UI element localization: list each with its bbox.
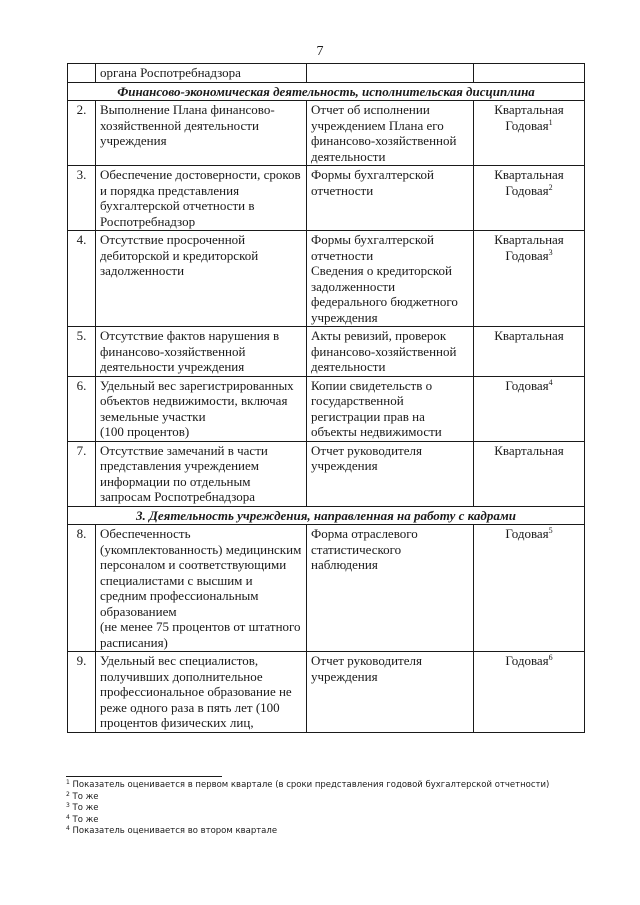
page-number: 7	[316, 44, 324, 59]
row-number: 5.	[68, 327, 96, 377]
period-label: Годовая	[505, 377, 549, 393]
footnote	[66, 826, 586, 838]
row-number: 9.	[68, 652, 96, 733]
row-number: 7.	[68, 441, 96, 506]
indicator-line: (не менее 75 процентов от штатного расписания)	[100, 619, 301, 650]
footnote-text: Показатель оценивается во втором квартале	[69, 826, 278, 836]
footnote-text: То же	[69, 803, 99, 813]
period-cell	[474, 376, 585, 441]
period-line	[478, 378, 580, 394]
footnote-text: Показатель оценивается в первом квартале (в сроки представления годовой бухгалтерской отчетности)	[69, 780, 550, 790]
period-label: Годовая	[505, 653, 549, 668]
period-label: Квартальная	[494, 102, 564, 117]
period-label: Годовая	[505, 526, 549, 541]
footnotes	[66, 780, 586, 838]
period-line	[478, 167, 580, 183]
period-line	[478, 248, 580, 264]
source-line: Сведения о кредиторской задолженности федерального бюджетного учреждения	[311, 263, 458, 325]
indicators-table	[67, 63, 585, 733]
section-header-row	[68, 506, 585, 525]
footnote	[66, 803, 586, 815]
indicator-line: Удельный вес зарегистрированных объектов недвижимости, включая земельные участки	[100, 377, 294, 424]
period-line	[478, 526, 580, 542]
row-number	[68, 64, 96, 83]
footnote-divider	[66, 776, 222, 777]
table-row-continued	[68, 64, 585, 83]
footnote-mark: 4	[66, 825, 70, 832]
indicator-cell: Отсутствие замечаний в части представления учреждением информации по отдельным запросам Роспотребнадзора	[96, 441, 307, 506]
footnote-text: То же	[69, 791, 99, 802]
source-cell	[307, 64, 474, 83]
row-number: 2.	[68, 101, 96, 166]
indicator-cell: Отсутствие фактов нарушения в финансово-хозяйственной деятельности учреждения	[96, 327, 307, 377]
period-label: Квартальная	[494, 328, 564, 343]
source-cell: Отчет руководителя учреждения	[307, 441, 474, 506]
period-label: Годовая	[505, 182, 549, 198]
period-label: Квартальная	[494, 232, 564, 247]
source-cell: Копии свидетельств о государственной регистрации прав на объекты недвижимости	[307, 376, 474, 441]
footnote-mark: 4	[548, 377, 553, 387]
indicator-line: Обеспеченность (укомплектованность) медицинским персоналом и соответствующими специалистами с высшим и средним профессиональным образованием	[100, 526, 302, 619]
footnote-mark: 5	[548, 526, 553, 535]
footnote-mark: 4	[66, 813, 70, 821]
indicator-line: (100 процентов)	[100, 424, 190, 439]
period-label: Квартальная	[494, 167, 564, 182]
period-line	[478, 443, 580, 459]
indicator-cell: Обеспечение достоверности, сроков и порядка представления бухгалтерской отчетности в Роспотребнадзор	[96, 166, 307, 231]
footnote-mark: 2	[66, 790, 70, 798]
row-number: 3.	[68, 166, 96, 231]
table-row	[68, 327, 585, 377]
source-cell: Отчет руководителя учреждения	[307, 652, 474, 733]
footnote	[66, 780, 586, 792]
table-row	[68, 231, 585, 327]
indicator-cell: Выполнение Плана финансово-хозяйственной деятельности учреждения	[96, 101, 307, 166]
footnote-mark: 1	[548, 117, 553, 127]
period-cell	[474, 525, 585, 652]
period-cell	[474, 231, 585, 327]
period-cell	[474, 101, 585, 166]
period-label: Годовая	[505, 247, 549, 263]
period-cell	[474, 441, 585, 506]
row-number: 4.	[68, 231, 96, 327]
footnote	[66, 792, 586, 804]
period-line	[478, 653, 580, 669]
footnote-mark: 3	[548, 247, 553, 257]
indicator-cell	[96, 376, 307, 441]
period-cell	[474, 327, 585, 377]
period-line	[478, 183, 580, 199]
period-line	[478, 118, 580, 134]
source-cell	[307, 231, 474, 327]
table-row	[68, 525, 585, 652]
source-cell: Формы бухгалтерской отчетности	[307, 166, 474, 231]
section-title: 3. Деятельность учреждения, направленная на работу с кадрами	[68, 506, 585, 525]
source-cell: Акты ревизий, проверок финансово-хозяйственной деятельности	[307, 327, 474, 377]
indicator-cell: Удельный вес специалистов, получивших дополнительное профессиональное образование не реже одного раза в пять лет (100 процентов физических лиц,	[96, 652, 307, 733]
period-line	[478, 102, 580, 118]
indicator-cell: Отсутствие просроченной дебиторской и кредиторской задолженности	[96, 231, 307, 327]
source-cell: Форма отраслевого статистического наблюдения	[307, 525, 474, 652]
period-cell	[474, 64, 585, 83]
table-row	[68, 376, 585, 441]
indicator-cell	[96, 525, 307, 652]
table-row	[68, 441, 585, 506]
table-row	[68, 101, 585, 166]
footnote-text: То же	[69, 814, 99, 825]
period-label: Квартальная	[494, 442, 564, 458]
indicator-cell: органа Роспотребнадзора	[96, 64, 307, 83]
footnote-mark: 6	[548, 653, 553, 662]
footnote-mark: 3	[66, 802, 70, 809]
period-cell	[474, 166, 585, 231]
table-row	[68, 652, 585, 733]
period-line	[478, 232, 580, 248]
footnote-mark: 1	[66, 779, 70, 786]
table-row	[68, 166, 585, 231]
period-line	[478, 328, 580, 344]
source-line: Формы бухгалтерской отчетности	[311, 232, 434, 263]
row-number: 8.	[68, 525, 96, 652]
source-cell: Отчет об исполнении учреждением Плана его финансово-хозяйственной деятельности	[307, 101, 474, 166]
section-header-row	[68, 82, 585, 101]
section-title: Финансово-экономическая деятельность, исполнительская дисциплина	[68, 82, 585, 101]
footnote	[66, 815, 586, 827]
period-label: Годовая	[505, 117, 549, 133]
row-number: 6.	[68, 376, 96, 441]
footnote-mark: 2	[548, 182, 553, 192]
period-cell	[474, 652, 585, 733]
